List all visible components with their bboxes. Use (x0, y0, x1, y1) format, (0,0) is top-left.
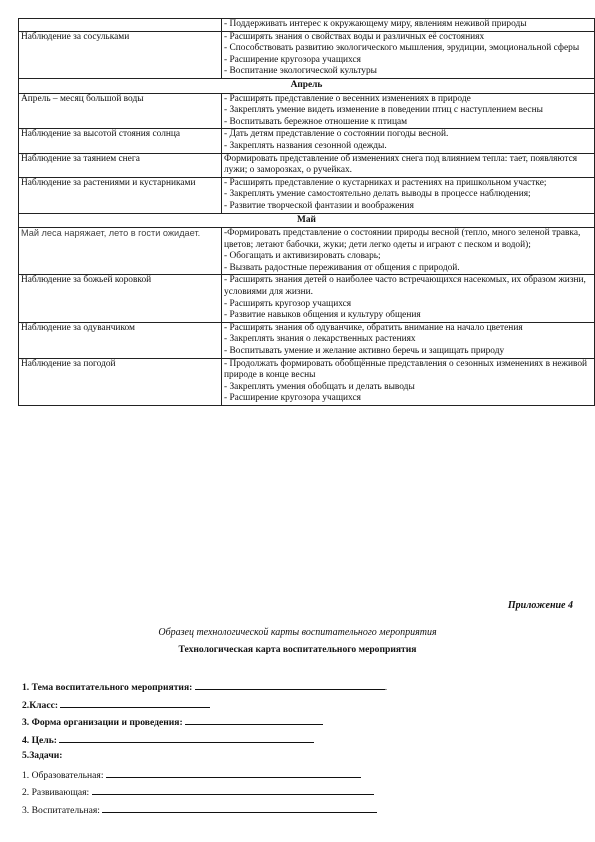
form-row (22, 750, 387, 768)
fill-in-blank[interactable] (185, 715, 323, 725)
form-row (22, 715, 387, 733)
fill-in-blank[interactable] (195, 680, 385, 690)
goal-item: - Воспитывать умение и желание активно беречь и защищать природу (224, 346, 505, 357)
observation-topic-text: Май леса наряжает, лето в гости ожидает. (21, 228, 201, 239)
form-label: 2.Класс: (22, 699, 59, 711)
form-label: 4. Цель: (22, 734, 57, 746)
table-row (19, 93, 595, 129)
fill-in-blank[interactable] (59, 733, 314, 743)
observation-goals (222, 93, 595, 129)
observation-goals (222, 153, 595, 177)
observation-topic-text: Наблюдение за высотой стояния солнца (21, 129, 181, 140)
goal-item: - Расширять знания о свойствах воды и различных её состояниях (224, 31, 485, 42)
observation-topic (19, 177, 222, 213)
goal-item: - Вызвать радостные переживания от общения с природой. (224, 262, 460, 273)
form-label: 3. Воспитательная: (22, 804, 100, 816)
goal-item: - Развитие творческой фантазии и воображения (224, 200, 414, 211)
form-row (22, 768, 387, 786)
goal-item: - Расширять знания об одуванчике, обратить внимание на начало цветения (224, 322, 523, 333)
form-row (22, 785, 387, 803)
goal-item: - Развитие навыков общения и культуру общения (224, 310, 421, 321)
tech-map-form (22, 680, 387, 820)
observation-topic (19, 358, 222, 405)
observation-topic (19, 31, 222, 78)
observation-topic (19, 228, 222, 275)
observation-topic-text: Наблюдение за растениями и кустарниками (21, 177, 196, 188)
form-label: 1. Тема воспитательного мероприятия: (22, 682, 193, 693)
tech-map-title: Технологическая карта воспитательного мероприятия (178, 644, 417, 655)
fill-in-blank[interactable] (92, 785, 374, 795)
goal-item: - Закреплять умения обобщать и делать выводы (224, 381, 415, 392)
goal-item: -Формировать представление о состоянии природы весной (тепло, много зеленой травка, цветов; летают бабочки, жуки; дети легко одеты и играют с песком и водой); (224, 228, 581, 250)
fill-in-blank[interactable] (102, 803, 377, 813)
appendix-label: Приложение 4 (507, 600, 573, 611)
observation-topic (19, 129, 222, 153)
observation-topic (19, 322, 222, 358)
fill-in-blank[interactable] (60, 698, 210, 708)
goal-item: - Закреплять умение самостоятельно делать выводы в процессе наблюдения; (224, 189, 531, 200)
goal-item: - Воспитывать бережное отношение к птицам (224, 116, 408, 127)
observation-topic-text: Наблюдение за сосульками (21, 31, 130, 42)
month-header-row (19, 78, 595, 93)
observation-topic-text: Наблюдение за одуванчиком (21, 322, 135, 333)
observation-goals (222, 322, 595, 358)
observation-topic-text: Наблюдение за таянием снега (21, 153, 140, 164)
table-row (19, 275, 595, 322)
goal-item: Формировать представление об изменениях снега под влиянием тепла: тает, появляются лужи; о заморозках, о ручейках. (224, 153, 578, 176)
goal-item: - Закреплять знания о лекарственных растениях (224, 334, 416, 345)
goal-item: - Расширять представление о кустарниках и растениях на пришкольном участке; (224, 177, 547, 188)
form-label: 5.Задачи: (22, 750, 63, 761)
goal-item: - Закреплять умение видеть изменение в поведении птиц с наступлением весны (224, 105, 543, 116)
form-label: 2. Развивающая: (22, 787, 90, 798)
goal-item: - Способствовать развитию экологического мышления, эрудиции, эмоциональной сферы (224, 43, 580, 54)
observation-goals (222, 177, 595, 213)
form-row (22, 698, 387, 716)
form-label: 1. Образовательная: (22, 769, 104, 781)
observation-topic (19, 275, 222, 322)
observation-goals (222, 129, 595, 153)
form-row (22, 803, 387, 821)
observation-topic (19, 153, 222, 177)
form-row (22, 680, 387, 698)
goal-item: - Расширение кругозора учащихся (224, 393, 361, 404)
table-row (19, 19, 595, 32)
form-row (22, 733, 387, 751)
month-header: Май (19, 213, 595, 228)
observation-goals (222, 19, 595, 32)
table-row (19, 153, 595, 177)
goal-item: - Продолжать формировать обобщённые представления о сезонных изменениях в неживой природе в конце весны (224, 358, 588, 381)
goal-item: - Закреплять названия сезонной одежды. (224, 140, 387, 151)
goal-item: - Расширять знания детей о наиболее часто встречающихся насекомых, их образом жизни, условиями для жизни. (224, 275, 586, 298)
observation-topic-text: Наблюдение за божьей коровкой (21, 275, 152, 286)
table-row (19, 31, 595, 78)
observation-topic-text: Апрель – месяц большой воды (21, 93, 144, 104)
goal-item: - Поддерживать интерес к окружающему миру, явлениям неживой природы (224, 19, 527, 29)
observation-goals (222, 275, 595, 322)
goal-item: - Дать детям представление о состоянии погоды весной. (224, 129, 449, 140)
observation-goals (222, 228, 595, 275)
table-row (19, 322, 595, 358)
observation-topic (19, 93, 222, 129)
form-label: 3. Форма организации и проведения: (22, 717, 183, 728)
form-suffix: . (384, 682, 388, 693)
goal-item: - Расширять кругозор учащихся (224, 298, 352, 309)
goal-item: - Расширение кругозора учащихся (224, 54, 361, 65)
goal-item: - Расширять представление о весенних изменениях в природе (224, 93, 471, 104)
observation-table (18, 18, 595, 406)
goal-item: - Воспитание экологической культуры (224, 66, 377, 77)
observation-topic (19, 19, 222, 32)
table-row (19, 358, 595, 405)
table-row (19, 129, 595, 153)
goal-item: - Обогащать и активизировать словарь; (224, 251, 381, 262)
observation-goals (222, 31, 595, 78)
sample-caption: Образец технологической карты воспитательного мероприятия (158, 627, 437, 638)
month-header: Апрель (19, 78, 595, 93)
fill-in-blank[interactable] (106, 768, 361, 778)
observation-topic-text: Наблюдение за погодой (21, 358, 116, 369)
month-header-row (19, 213, 595, 228)
table-row (19, 228, 595, 275)
table-row (19, 177, 595, 213)
observation-goals (222, 358, 595, 405)
